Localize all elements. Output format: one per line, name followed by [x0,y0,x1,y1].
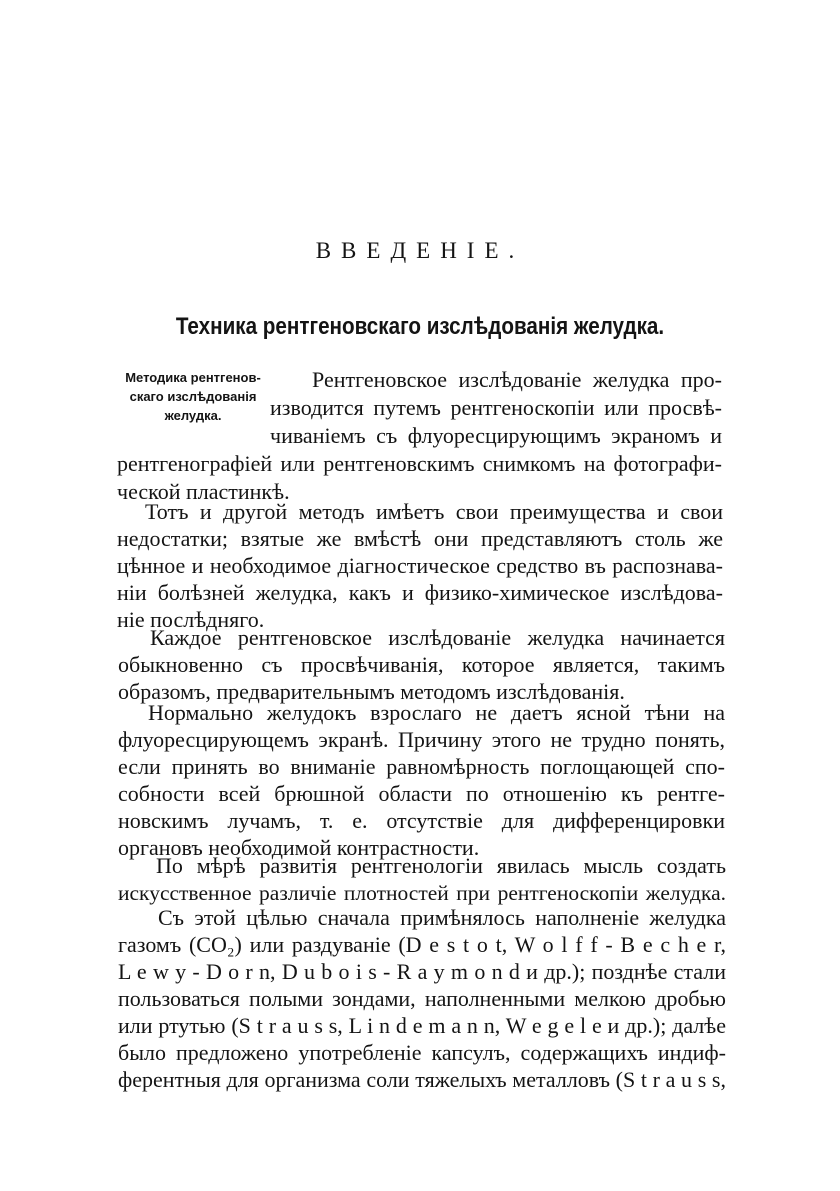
text-line: изводится путемъ рентгеноскопіи или просвѣ- [270,395,722,420]
text-line: ніе послѣдняго. [117,607,265,632]
margin-note-line: желудка. [164,408,222,423]
text-line: обыкновенно съ просвѣчиванія, которое является, такимъ [118,652,725,677]
text-line: ческой пластинкѣ. [117,479,290,504]
text-line: Каждое рентгеновское изслѣдованіе желудка начинается [150,625,725,650]
text-line: образомъ, предварительнымъ методомъ изслѣдованія. [118,679,625,704]
text-line: органовъ необходимой контрастности. [118,835,480,860]
margin-note-line: Методика рентгенов- [125,370,261,385]
text-line: или ртутью (S t r a u s s, L i n d e m a n n, W e g e l e и др.); далѣе [118,1013,726,1038]
text-line: ніи болѣзней желудка, какъ и физико-химическое изслѣдова- [117,580,723,605]
chapter-title: ВВЕДЕНІЕ. [315,238,525,263]
text-line: собности всей брюшной области по отношенію къ рентге- [118,781,725,806]
text-line: Рентгеновское изслѣдованіе желудка про- [312,367,722,392]
margin-note [114,368,272,425]
text-line: было предложено употребленіе капсулъ, содержащихъ индиф- [118,1040,726,1065]
text-line: пользоваться полыми зондами, наполненными мелкою дробью [118,986,726,1011]
text-line: новскимъ лучамъ, т. е. отсутствіе для дифференцировки [118,808,725,833]
text-line: если принять во вниманіе равномѣрность поглощающей спо- [118,754,725,779]
text-line: По мѣрѣ развитія рентгенологіи явилась мысль создать [156,853,726,878]
text-line: Нормально желудокъ взрослаго не даетъ ясной тѣни на [148,700,725,725]
text-line: флуоресцирующемъ экранѣ. Причину этого не трудно понять, [118,727,725,752]
text-line: цѣнное и необходимое діагностическое средство въ распознава- [117,553,723,578]
section-title: Техника рентгеновскаго изслѣдованія желудка. [175,313,665,340]
text-line: L e w y - D o r n, D u b o i s - R a y m o n d и др.); позднѣе стали [118,959,726,984]
text-line: газомъ (CO₂) или раздуваніе (D e s t o t, W o l f f - B e c h e r, [118,932,726,957]
text-line: искусственное различіе плотностей при рентгеноскопіи желудка. [118,881,726,905]
text-line: Тотъ и другой методъ имѣетъ свои преимущества и свои [145,499,723,524]
margin-note-line: скаго изслѣдованія [129,389,257,404]
text-line: Съ этой цѣлью сначала примѣнялось наполненіе желудка [158,905,726,930]
text-line: рентгенографіей или рентгеновскимъ снимкомъ на фотографи- [117,451,722,476]
text-line: недостатки; взятые же вмѣстѣ они представляютъ столь же [117,526,723,551]
text-line: ферентныя для организма соли тяжелыхъ металловъ (S t r a u s s, [118,1067,726,1092]
text-line: чиваніемъ съ флуоресцирующимъ экраномъ и [270,423,722,448]
